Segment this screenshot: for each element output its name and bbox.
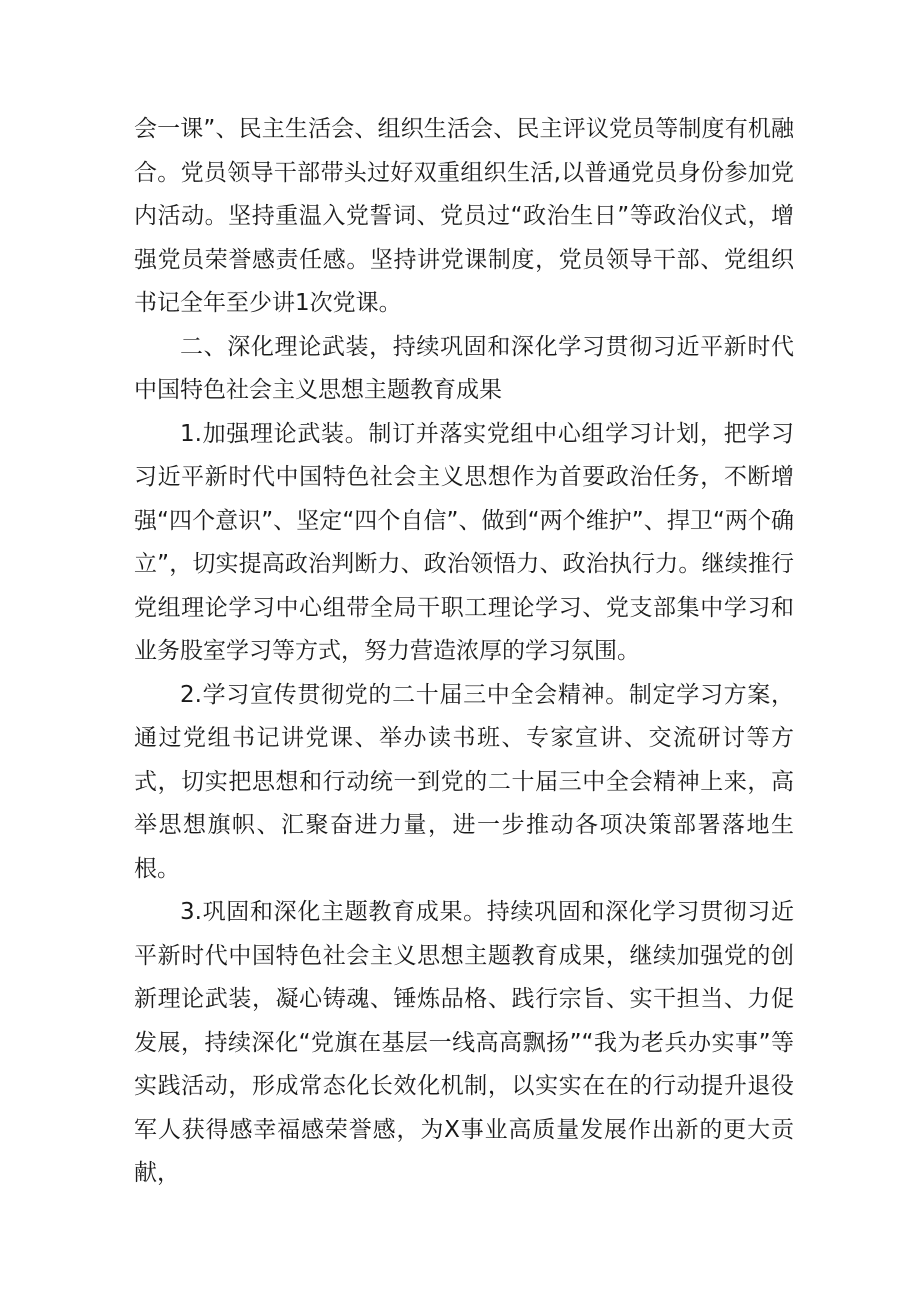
document-body: [134, 108, 794, 1196]
paragraph-item-1: 1.加强理论武装。制订并落实党组中心组学习计划，把学习习近平新时代中国特色社会主义思想作为首要政治任务，不断增强“四个意识”、坚定“四个自信”、做到“两个维护”、捍卫“两个确立”，切实提高政治判断力、政治领悟力、政治执行力。继续推行党组理论学习中心组带全局干职工理论学习、党支部集中学习和业务股室学习等方式，努力营造浓厚的学习氛围。: [134, 420, 794, 664]
section-heading: 二、深化理论武装，持续巩固和深化学习贯彻习近平新时代中国特色社会主义思想主题教育成果: [134, 333, 794, 403]
paragraph-continuation: 会一课”、民主生活会、组织生活会、民主评议党员等制度有机融合。党员领导干部带头过好双重组织生活,以普通党员身份参加党内活动。坚持重温入党誓词、党员过“政治生日”等政治仪式，增强党员荣誉感责任感。坚持讲党课制度，党员领导干部、党组织书记全年至少讲1次党课。: [134, 116, 794, 316]
paragraph-item-2: 2.学习宣传贯彻党的二十届三中全会精神。制定学习方案，通过党组书记讲党课、举办读书班、专家宣讲、交流研讨等方式，切实把思想和行动统一到党的二十届三中全会精神上来，高举思想旗帜、汇聚奋进力量，进一步推动各项决策部署落地生根。: [134, 681, 794, 882]
paragraph-item-3: 3.巩固和深化主题教育成果。持续巩固和深化学习贯彻习近平新时代中国特色社会主义思想主题教育成果，继续加强党的创新理论武装，凝心铸魂、锤炼品格、践行宗旨、实干担当、力促发展，持续深化“党旗在基层一线高高飘扬”“我为老兵办实事”等实践活动，形成常态化长效化机制，以实实在在的行动提升退役军人获得感幸福感荣誉感，为X事业高质量发展作出新的更大贡献，: [134, 899, 794, 1186]
